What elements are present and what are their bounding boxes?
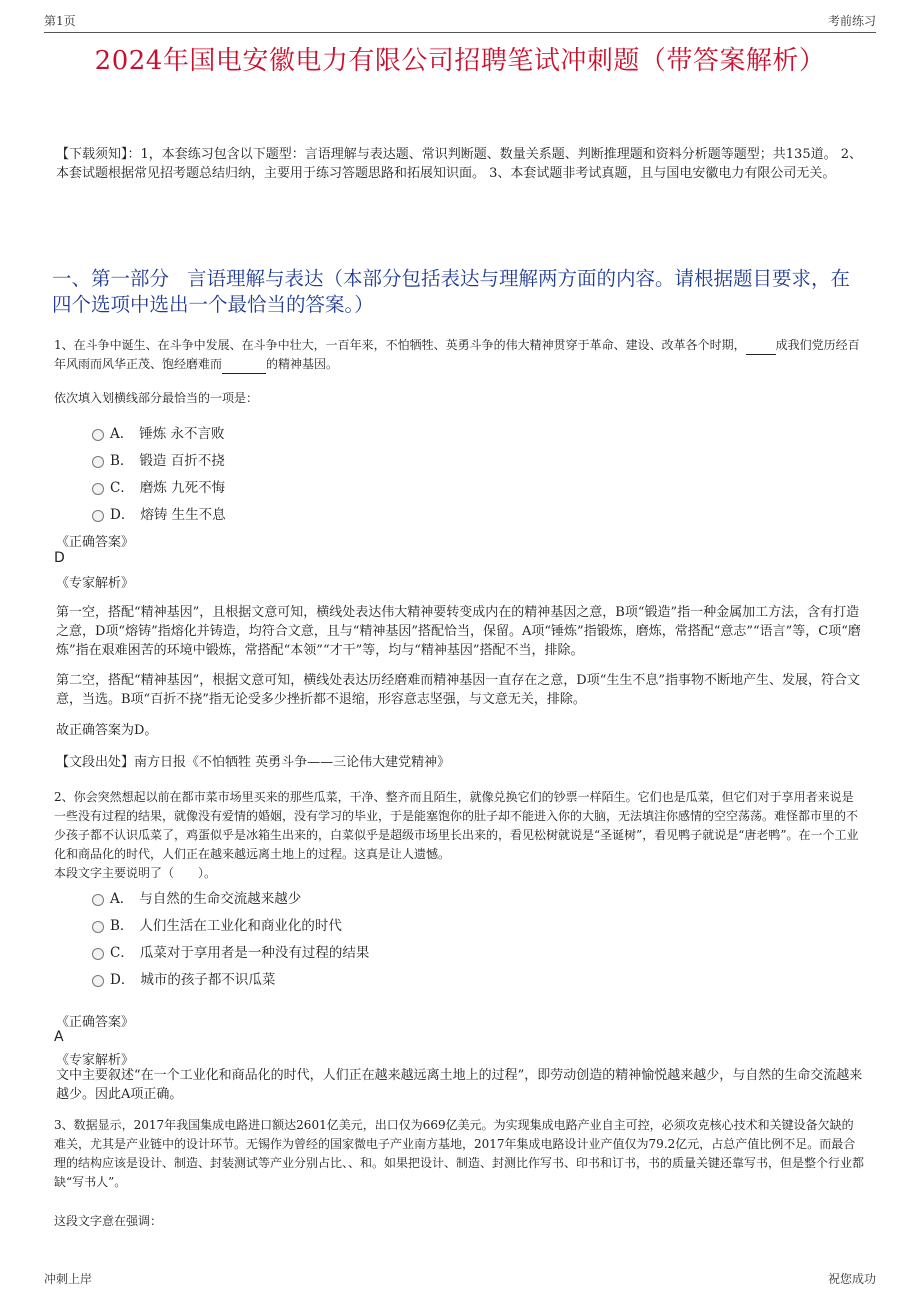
option-text: 城市的孩子都不识瓜菜 (140, 971, 276, 988)
option-letter: A． (110, 425, 134, 442)
question-2-text: 2、你会突然想起以前在都市菜市场里买来的那些瓜菜，干净、整齐而且陌生，就像兑换它们的钞票一样陌生。它们也是瓜菜，但它们对于享用者来说是一些没有过程的结果，就像没有爱情的婚姻，没有学习的毕业，于是能塞饱你的肚子却不能进入你的大脑，无法填注你感情的空空荡荡。难怪都市里的不少孩子都不认识瓜菜了，鸡蛋似乎是冰箱生出来的，白菜似乎是超级市场里长出来的，看见松树就说是“圣诞树”，看见鸭子就说是“唐老鸭”。在一个工业化和商品化的时代，人们正在越来越远离土地上的过程。这真是让人遗憾。 (54, 790, 859, 861)
option-a[interactable] (92, 883, 369, 910)
question-1-part-a: 1、在斗争中诞生、在斗争中发展、在斗争中壮大，一百年来，不怕牺牲、英勇斗争的伟大精神贯穿于革命、建设、改革各个时期， (54, 338, 746, 352)
option-letter: D． (110, 971, 135, 988)
radio-icon[interactable] (92, 894, 104, 906)
question-1-text (54, 336, 864, 374)
option-letter: A． (110, 890, 134, 907)
analysis-label: 《专家解析》 (56, 576, 135, 591)
section-number: 一、第一部分 (52, 267, 170, 290)
radio-icon[interactable] (92, 510, 104, 522)
option-b[interactable] (92, 445, 226, 472)
question-3-text: 3、数据显示，2017年我国集成电路进口额达2601亿美元，出口仅为669亿美元。为实现集成电路产业自主可控，必须攻克核心技术和关键设备欠缺的难关，尤其是产业链中的设计环节。无锡作为曾经的国家微电子产业南方基地，2017年集成电路设计业产值仅为79.2亿元，占总产值比例不足。而最合理的结构应该是设计、制造、封装测试等产业分别占比、、和。如果把设计、制造、封测比作写书、印书和订书，书的质量关键还靠写书，但是整个行业都缺“写书人”。 (54, 1118, 865, 1189)
question-1-part-b: 成我们党历经百年风雨而风华正茂、饱经磨难而 (54, 338, 860, 371)
radio-icon[interactable] (92, 975, 104, 987)
question-2-options (92, 883, 369, 991)
page-number: 第1页 (44, 14, 76, 28)
question-1-options (92, 418, 226, 526)
blank-1 (746, 354, 776, 355)
option-d[interactable] (92, 499, 226, 526)
radio-icon[interactable] (92, 948, 104, 960)
section-heading (52, 266, 864, 318)
answer-value: D (54, 550, 65, 566)
option-text: 磨炼 九死不悔 (139, 479, 226, 496)
option-letter: B． (110, 917, 134, 934)
question-1-part-c: 的精神基因。 (266, 357, 339, 371)
section-title: 言语理解与表达（本部分包括表达与理解两方面的内容。请根据题目要求，在四个选项中选出一个最恰当的答案。） (52, 267, 851, 316)
option-letter: C． (110, 944, 134, 961)
answer-label: 《正确答案》 (56, 535, 135, 550)
option-b[interactable] (92, 910, 369, 937)
option-text: 熔铸 生生不息 (140, 506, 226, 523)
question-2-prompt: 本段文字主要说明了（ ）。 (54, 866, 217, 880)
footer-right: 祝您成功 (827, 1272, 876, 1286)
analysis-paragraph: 第一空，搭配“精神基因”，且根据文意可知，横线处表达伟大精神要转变成内在的精神基因之意，B项“锻造”指一种金属加工方法，含有打造之意，D项“熔铸”指熔化并铸造，均符合文意，且与“精神基因”搭配恰当，保留。A项“锤炼”指锻炼，磨炼，常搭配“意志”“语言”等，C项“磨炼”指在艰难困苦的环境中锻炼，常搭配“本领”“才干”等，均与“精神基因”搭配不当，排除。 (56, 605, 861, 658)
analysis-label: 《专家解析》 (56, 1053, 135, 1068)
option-a[interactable] (92, 418, 226, 445)
analysis-conclusion: 故正确答案为D。 (56, 723, 158, 738)
option-text: 人们生活在工业化和商业化的时代 (139, 917, 342, 934)
option-d[interactable] (92, 964, 369, 991)
download-notice: 【下载须知】：1，本套练习包含以下题型：言语理解与表达题、常识判断题、数量关系题、判断推理题和资料分析题等题型；共135道。 2、本套试题根据常见招考题总结归纳，主要用于练习答题思路和拓展知识面。 3、本套试题非考试真题，且与国电安徽电力有限公司无关。 (56, 147, 862, 181)
radio-icon[interactable] (92, 429, 104, 441)
radio-icon[interactable] (92, 483, 104, 495)
option-text: 瓜菜对于享用者是一种没有过程的结果 (139, 944, 370, 961)
header-label: 考前练习 (827, 14, 876, 28)
option-c[interactable] (92, 472, 226, 499)
option-letter: C． (110, 479, 134, 496)
analysis-paragraph: 文中主要叙述“在一个工业化和商品化的时代，人们正在越来越远离土地上的过程”，即劳动创造的精神愉悦越来越少，与自然的生命交流越来越少。因此A项正确。 (56, 1068, 863, 1102)
answer-value: A (54, 1029, 64, 1045)
blank-2 (222, 373, 266, 374)
option-text: 锻造 百折不挠 (139, 452, 225, 469)
option-letter: D． (110, 506, 135, 523)
option-letter: B． (110, 452, 134, 469)
radio-icon[interactable] (92, 456, 104, 468)
analysis-paragraph: 第二空，搭配“精神基因”，根据文意可知，横线处表达历经磨难而精神基因一直存在之意，D项“生生不息”指事物不断地产生、发展，符合文意，当选。B项“百折不挠”指无论受多少挫折都不退缩，形容意志坚强，与文意无关，排除。 (56, 673, 861, 707)
radio-icon[interactable] (92, 921, 104, 933)
page-header (44, 10, 876, 33)
option-c[interactable] (92, 937, 369, 964)
footer-left: 冲刺上岸 (44, 1272, 93, 1286)
option-text: 与自然的生命交流越来越少 (139, 890, 302, 907)
document-title: 2024年国电安徽电力有限公司招聘笔试冲刺题（带答案解析） (94, 46, 826, 76)
option-text: 锤炼 永不言败 (139, 425, 225, 442)
answer-label: 《正确答案》 (56, 1015, 135, 1030)
question-1-prompt: 依次填入划横线部分最恰当的一项是： (54, 391, 259, 405)
source-note: 【文段出处】南方日报《不怕牺牲 英勇斗争——三论伟大建党精神》 (56, 755, 451, 770)
question-3-prompt: 这段文字意在强调： (54, 1214, 163, 1228)
